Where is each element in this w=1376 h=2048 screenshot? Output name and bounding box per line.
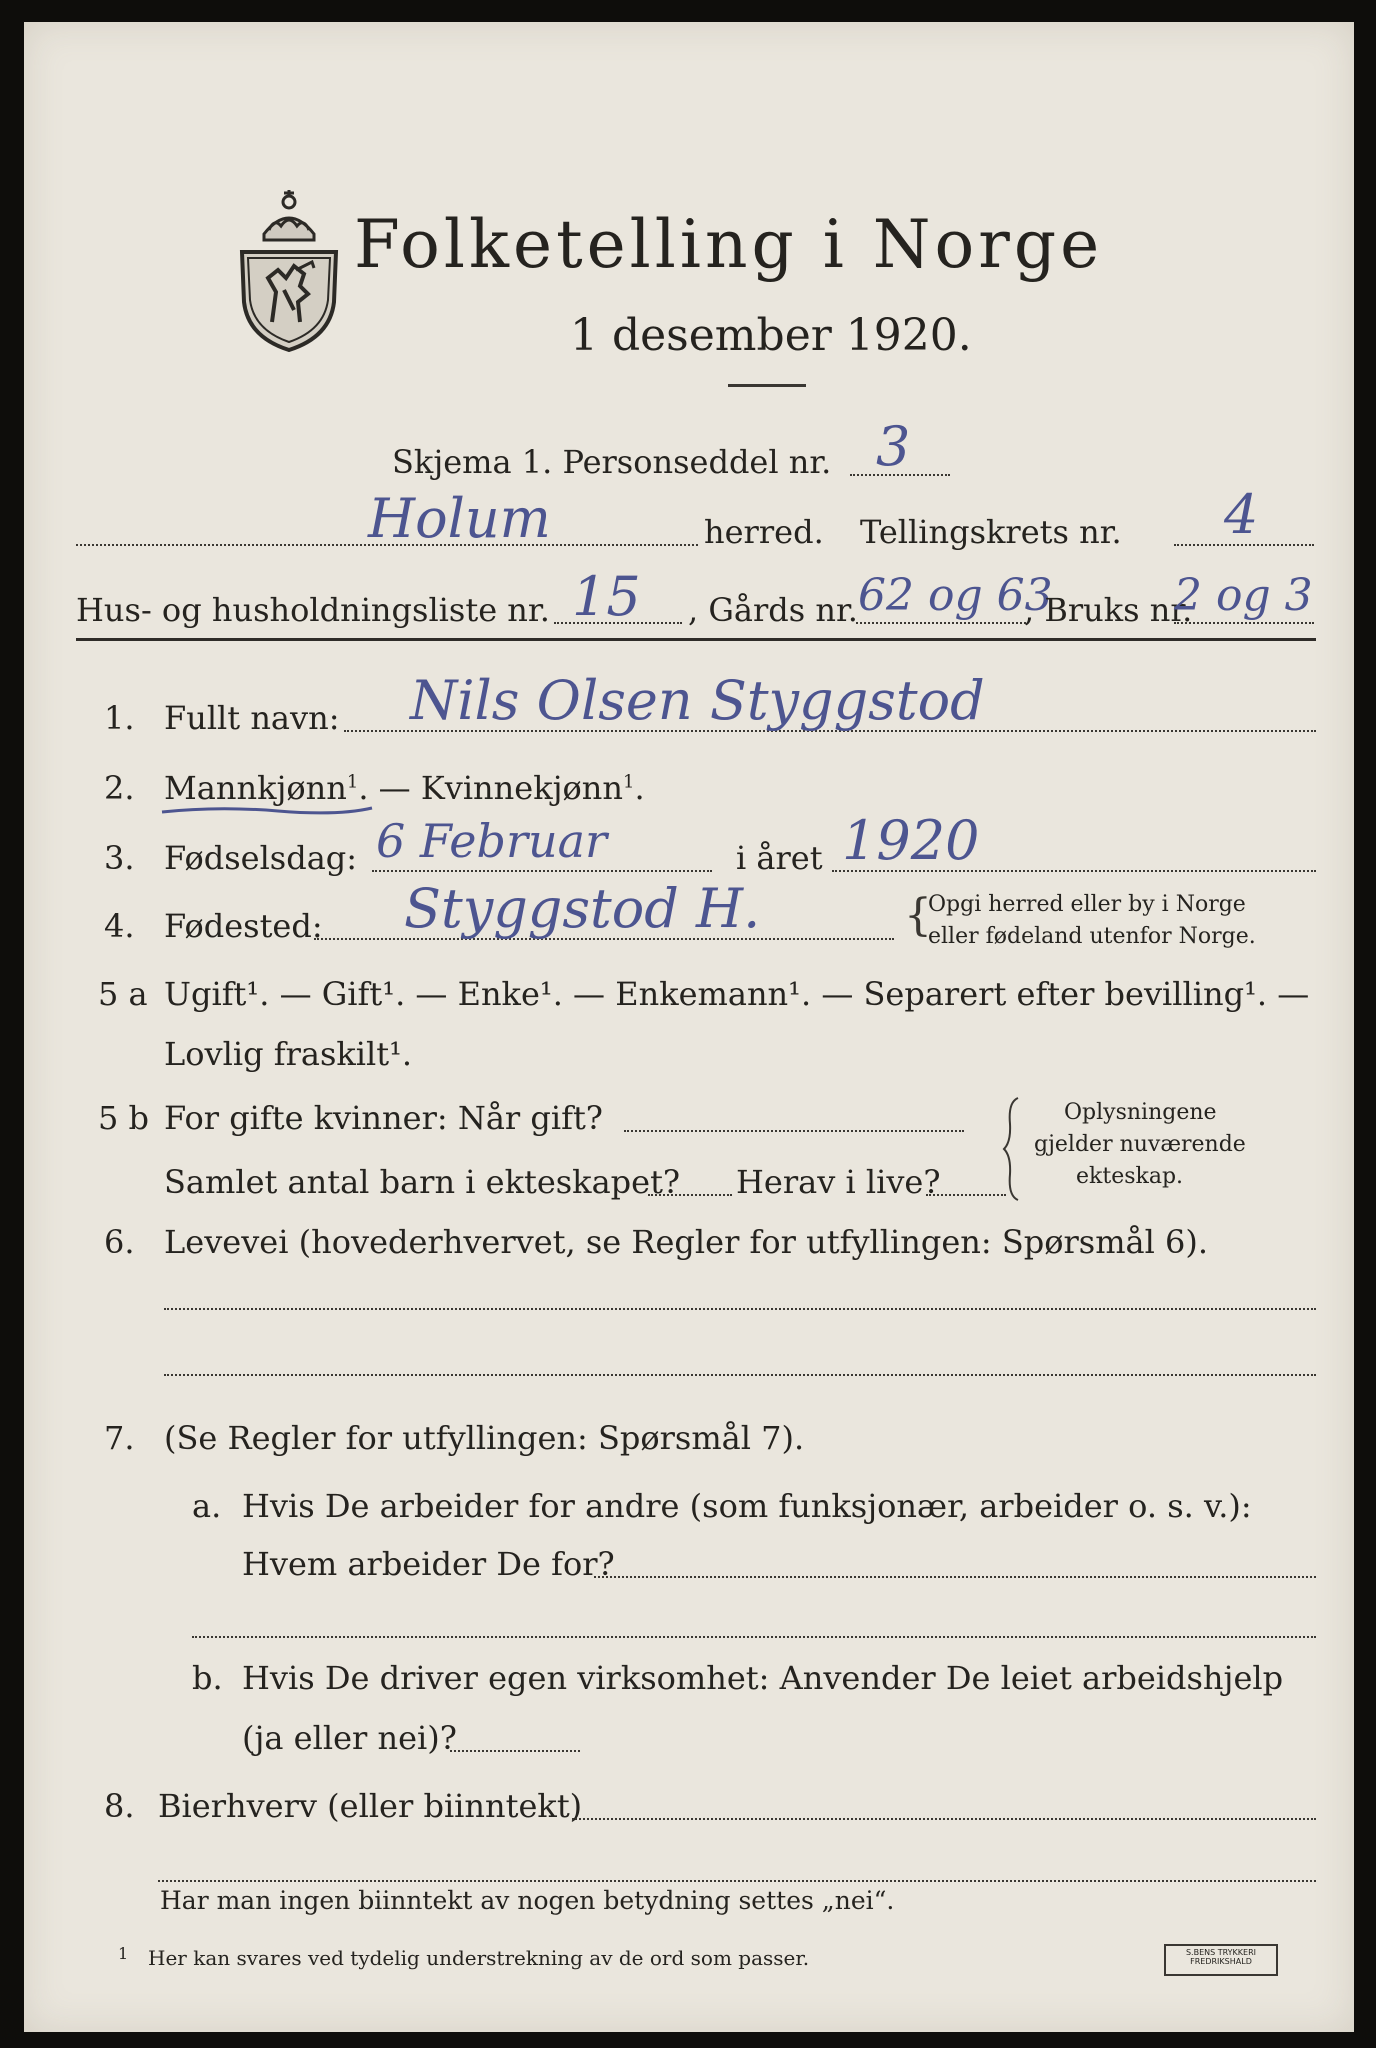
footnote-ref: 1 — [623, 771, 635, 793]
q1-number: 1. — [104, 699, 135, 737]
q5b-note-1: Oplysningene — [1064, 1100, 1217, 1125]
hus-label: Hus- og husholdningsliste nr. — [76, 591, 550, 629]
employer-line-2 — [192, 1636, 1316, 1638]
birthday-line — [372, 870, 712, 872]
q5b-note-3: ekteskap. — [1076, 1164, 1184, 1189]
income-note: Har man ingen biinntekt av nogen betydning settes „nei“. — [160, 1886, 895, 1915]
q1-label: Fullt navn: — [164, 699, 340, 737]
gards-number[interactable]: 62 og 63 — [858, 570, 1053, 621]
bruks-line — [1174, 622, 1314, 624]
q5a-number: 5 a — [98, 975, 148, 1013]
q3-number: 3. — [104, 839, 135, 877]
q5b-married-label: For gifte kvinner: Når gift? — [164, 1099, 603, 1137]
hired-help-line — [450, 1750, 580, 1752]
hus-number[interactable]: 15 — [572, 565, 641, 628]
q7b-yes-no-label: (ja eller nei)? — [242, 1719, 457, 1757]
q5b-note-2: gjelder nuværende — [1034, 1132, 1246, 1157]
male-underline-mark — [158, 802, 378, 818]
herred-label: herred. — [704, 513, 824, 551]
q4-label: Fødested: — [164, 907, 323, 945]
printer-stamp — [1164, 1944, 1278, 1976]
q2-end: . — [634, 769, 645, 807]
herred-value[interactable]: Holum — [368, 487, 551, 550]
side-income-line-2 — [158, 1880, 1316, 1882]
married-date-line — [624, 1130, 964, 1132]
birth-year-value[interactable]: 1920 — [842, 809, 980, 872]
q5b-number: 5 b — [98, 1099, 150, 1137]
q7a-letter: a. — [192, 1487, 222, 1525]
q8-label: Bierhverv (eller biinntekt) — [158, 1787, 583, 1825]
employer-line — [594, 1576, 1316, 1578]
q8-number: 8. — [104, 1787, 135, 1825]
form-title: Folketelling i Norge — [354, 206, 1104, 283]
birthplace-value[interactable]: Styggstod H. — [404, 877, 761, 940]
footnote-text: Her kan svares ved tydelig understrekning av de ord som passer. — [148, 1946, 810, 1970]
q7a-question: Hvis De arbeider for andre (som funksjonær, arbeider o. s. v.): — [242, 1487, 1252, 1525]
male-option[interactable]: Mannkjønn — [164, 769, 347, 807]
q5b-alive-label: Herav i live? — [736, 1163, 941, 1201]
q7-number: 7. — [104, 1419, 135, 1457]
norwegian-coat-of-arms-icon — [234, 182, 344, 352]
birthplace-note-1: Opgi herred eller by i Norge — [928, 892, 1246, 917]
divorced-option[interactable]: Lovlig fraskilt¹. — [164, 1035, 413, 1073]
q6-label: Levevei (hovederhvervet, se Regler for utfyllingen: Spørsmål 6). — [164, 1223, 1209, 1261]
q7b-letter: b. — [192, 1659, 223, 1697]
female-option[interactable]: . — Kvinnekjønn — [358, 769, 623, 807]
tellingskrets-number[interactable]: 4 — [1224, 483, 1259, 546]
occupation-line-1 — [164, 1308, 1316, 1310]
tellingskrets-label: Tellingskrets nr. — [860, 513, 1122, 551]
q2-gender-options — [164, 769, 645, 807]
q7a-employer-label: Hvem arbeider De for? — [242, 1545, 615, 1583]
schema-label: Skjema 1. Personseddel nr. — [392, 443, 832, 481]
full-name-value[interactable]: Nils Olsen Styggstod — [410, 669, 985, 732]
title-divider — [728, 384, 806, 387]
q3-year-label: i året — [736, 839, 823, 877]
header-rule — [76, 638, 1316, 641]
children-total-line — [648, 1194, 732, 1196]
children-alive-line — [926, 1194, 1006, 1196]
gards-line — [856, 622, 1026, 624]
side-income-line — [572, 1818, 1316, 1820]
printer-mark: S.BENS TRYKKERI FREDRIKSHALD — [1185, 1948, 1257, 1966]
footnote-ref: 1 — [346, 771, 359, 793]
q7b-question: Hvis De driver egen virksomhet: Anvender De leiet arbeidshjelp — [242, 1659, 1284, 1697]
birthplace-note-2: eller fødeland utenfor Norge. — [928, 924, 1256, 949]
q7-label: (Se Regler for utfyllingen: Spørsmål 7). — [164, 1419, 805, 1457]
personseddel-number[interactable]: 3 — [876, 415, 911, 478]
q4-number: 4. — [104, 907, 135, 945]
census-form-sheet — [24, 22, 1354, 2032]
bruks-label: , Bruks nr. — [1024, 591, 1193, 629]
q2-number: 2. — [104, 769, 135, 807]
q5b-children-label: Samlet antal barn i ekteskapet? — [164, 1163, 681, 1201]
q6-number: 6. — [104, 1223, 135, 1261]
tall-brace-icon — [1002, 1094, 1024, 1204]
brace-icon: { — [904, 890, 932, 941]
footnote-mark: 1 — [118, 1944, 129, 1963]
gards-label: , Gårds nr. — [688, 591, 858, 629]
birthday-value[interactable]: 6 Februar — [376, 814, 607, 868]
marital-status-options[interactable]: Ugift¹. — Gift¹. — Enke¹. — Enkemann¹. — Separert efter bevilling¹. — — [164, 975, 1310, 1013]
occupation-line-2 — [164, 1374, 1316, 1376]
bruks-number[interactable]: 2 og 3 — [1174, 570, 1313, 621]
census-date: 1 desember 1920. — [570, 310, 972, 361]
q3-label: Fødselsdag: — [164, 839, 358, 877]
